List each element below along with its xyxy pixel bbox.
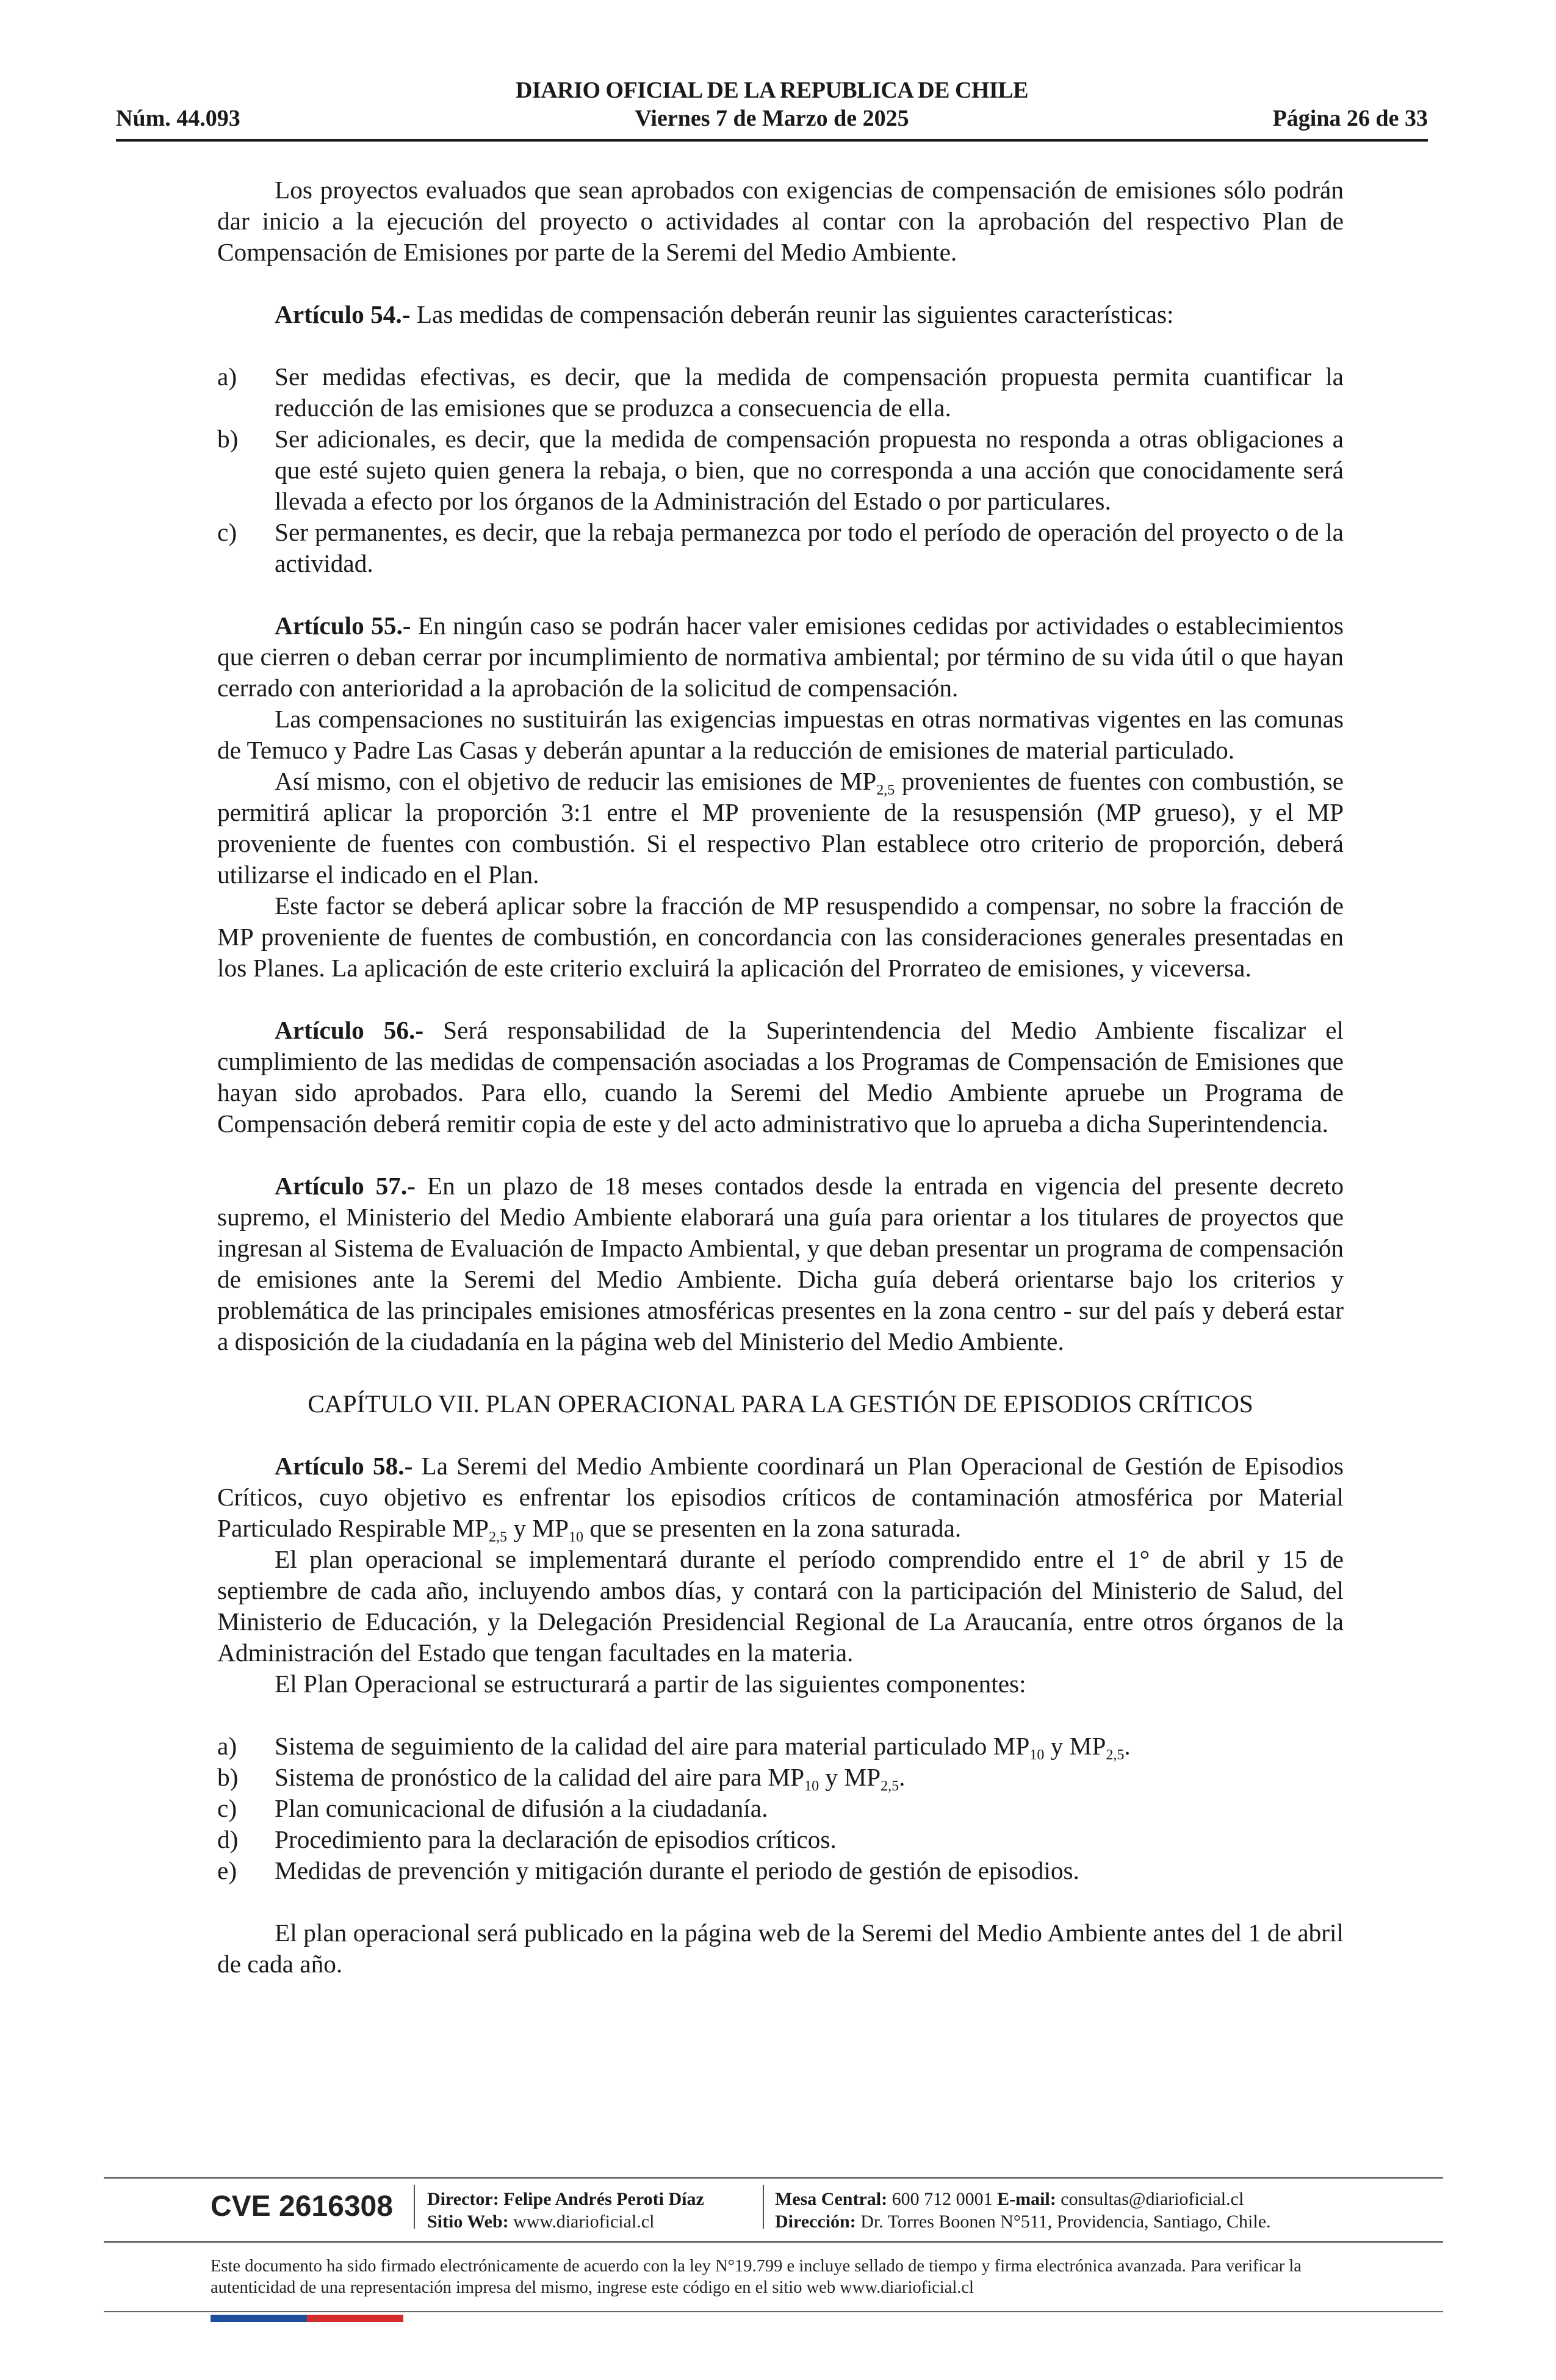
- article-58: Artículo 58.- La Seremi del Medio Ambiente coordinará un Plan Operacional de Gestión de Episodios Críticos, cuyo objetivo es enfrentar los episodios críticos de contaminación atmosférica por Material Particulado Respirable $MP_{2,5}$ y $MP_{10}$ que se presenten en la zona saturada.: [217, 1452, 1344, 1545]
- email-link[interactable]: consultas@diarioficial.cl: [1056, 2189, 1244, 2209]
- footer-divider: [414, 2185, 415, 2229]
- footer-divider: [763, 2185, 764, 2229]
- article-55: Artículo 55.- En ningún caso se podrán hacer valer emisiones cedidas por actividades o establecimientos que cierren o deban cerrar por incumplimiento de normativa ambiental; por término de su vida útil o que hayan cerrado con anterioridad a la aprobación de la solicitud de compensación.: [217, 611, 1344, 702]
- list-item: c) Plan comunicacional de difusión a la ciudadanía.: [217, 1794, 768, 1822]
- page-header: [116, 77, 1428, 145]
- list-item: e) Medidas de prevención y mitigación durante el periodo de gestión de episodios.: [217, 1856, 1079, 1884]
- document-body: [217, 175, 1344, 1980]
- footer-contact-block: Mesa Central: 600 712 0001 E-mail: consultas@diarioficial.cl Dirección: Dr. Torres Boonen N°511, Providencia, Santiago, Chile.: [775, 2189, 1271, 2232]
- list-item: d) Procedimiento para la declaración de episodios críticos.: [217, 1825, 837, 1853]
- header-rule: [116, 139, 1428, 142]
- list-item: b) Sistema de pronóstico de la calidad del aire para $MP_{10}$ y $MP_{2,5}$.: [217, 1763, 906, 1794]
- signature-notice: Este documento ha sido firmado electrónicamente de acuerdo con la ley N°19.799 e incluye sellado de tiempo y firma electrónica avanzada. Para verificar la autenticidad de una representación impresa del mismo, ingrese este código en el sitio web www.diarioficial.cl: [211, 2257, 1302, 2297]
- footer-top-rule: [104, 2177, 1443, 2179]
- list-item: c) Ser permanentes, es decir, que la rebaja permanezca por todo el período de operación del proyecto o de la actividad.: [217, 518, 1344, 577]
- article-55-heading: Artículo 55.-: [275, 611, 411, 640]
- list-item: a) Ser medidas efectivas, es decir, que la medida de compensación propuesta permita cuantificar la reducción de las emisiones que se produzca a consecuencia de ella.: [217, 362, 1344, 422]
- article-56-heading: Artículo 56.-: [275, 1016, 424, 1044]
- chapter-heading: CAPÍTULO VII. PLAN OPERACIONAL PARA LA GESTIÓN DE EPISODIOS CRÍTICOS: [308, 1390, 1253, 1418]
- article-56: Artículo 56.- Será responsabilidad de la Superintendencia del Medio Ambiente fiscalizar el cumplimiento de las medidas de compensación asociadas a los Programas de Compensación de Emisiones que hayan sido aprobados. Para ello, cuando la Seremi del Medio Ambiente apruebe un Programa de Compensación deberá remitir copia de este y del acto administrativo que lo aprueba a dicha Superintendencia.: [217, 1016, 1344, 1138]
- article-58-heading: Artículo 58.-: [275, 1452, 413, 1480]
- article-58-paragraph-3: El Plan Operacional se estructurará a partir de las siguientes componentes:: [275, 1670, 1026, 1698]
- footer-mid-rule: [104, 2241, 1443, 2243]
- flag-bar-red: [307, 2315, 403, 2322]
- article-55-paragraph-4: Este factor se deberá aplicar sobre la fracción de MP resuspendido a compensar, no sobre la fracción de MP proveniente de fuentes de combustión, en concordancia con las consideraciones generales presentadas en los Planes. La aplicación de este criterio excluirá la aplicación del Prorrateo de emisiones, y viceversa.: [217, 892, 1344, 982]
- article-58-paragraph-2: El plan operacional se implementará durante el período comprendido entre el 1° de abril y 15 de septiembre de cada año, incluyendo ambos días, y contará con la participación del Ministerio de Salud, del Ministerio de Educación, y la Delegación Presidencial Regional de La Araucanía, entre otros órganos de la Administración del Estado que tengan facultades en la materia.: [217, 1545, 1344, 1667]
- article-54-heading: Artículo 54.-: [275, 300, 411, 328]
- paragraph-final: El plan operacional será publicado en la página web de la Seremi del Medio Ambiente antes del 1 de abril de cada año.: [217, 1919, 1344, 1978]
- article-57: Artículo 57.- En un plazo de 18 meses contados desde la entrada en vigencia del presente decreto supremo, el Ministerio del Medio Ambiente elaborará una guía para orientar a los titulares de proyectos que ingresan al Sistema de Evaluación de Impacto Ambiental, y que deban presentar un programa de compensación de emisiones ante la Seremi del Medio Ambiente. Dicha guía deberá orientarse bajo los criterios y problemática de las principales emisiones atmosféricas presentes en la zona centro - sur del país y deberá estar a disposición de la ciudadanía en la página web del Ministerio del Medio Ambiente.: [217, 1172, 1344, 1355]
- footer-bottom-rule: [104, 2311, 1443, 2312]
- list-item: a) Sistema de seguimiento de la calidad del aire para material particulado $MP_{10}$ y $MP_{2,5}$.: [217, 1732, 1131, 1763]
- issue-number: Núm. 44.093: [116, 106, 240, 131]
- page-number: Página 26 de 33: [1272, 106, 1428, 131]
- publication-title: DIARIO OFICIAL DE LA REPUBLICA DE CHILE: [516, 78, 1028, 103]
- article-54: Artículo 54.- Las medidas de compensación deberán reunir las siguientes características:: [275, 300, 1174, 328]
- flag-bar-blue: [211, 2315, 307, 2322]
- cve-code: CVE 2616308: [211, 2190, 393, 2223]
- paragraph-intro: Los proyectos evaluados que sean aprobados con exigencias de compensación de emisiones sólo podrán dar inicio a la ejecución del proyecto o actividades al contar con la aprobación del respectivo Plan de Compensación de Emisiones por parte de la Seremi del Medio Ambiente.: [217, 176, 1344, 266]
- article-55-paragraph-3: Así mismo, con el objetivo de reducir las emisiones de $MP_{2,5}$ provenientes de fuentes con combustión, se permitirá aplicar la proporción 3:1 entre el MP proveniente de la resuspensión (MP grueso), y el MP proveniente de fuentes con combustión. Si el respectivo Plan establece otro criterio de proporción, deberá utilizarse el indicado en el Plan.: [217, 767, 1344, 889]
- article-57-heading: Artículo 57.-: [275, 1172, 416, 1200]
- list-item: b) Ser adicionales, es decir, que la medida de compensación propuesta no responda a otras obligaciones a que esté sujeto quien genera la rebaja, o bien, que no corresponda a una acción que conocidamente será llevada a efecto por los órganos de la Administración del Estado o por particulares.: [217, 425, 1344, 515]
- issue-date: Viernes 7 de Marzo de 2025: [635, 106, 909, 131]
- footer-director-block: Director: Felipe Andrés Peroti Díaz Sitio Web: www.diarioficial.cl: [427, 2189, 704, 2232]
- website-link[interactable]: www.diarioficial.cl: [508, 2212, 655, 2232]
- article-55-paragraph-2: Las compensaciones no sustituirán las exigencias impuestas en otras normativas vigentes en las comunas de Temuco y Padre Las Casas y deberán apuntar a la reducción de emisiones de material particulado.: [217, 705, 1344, 764]
